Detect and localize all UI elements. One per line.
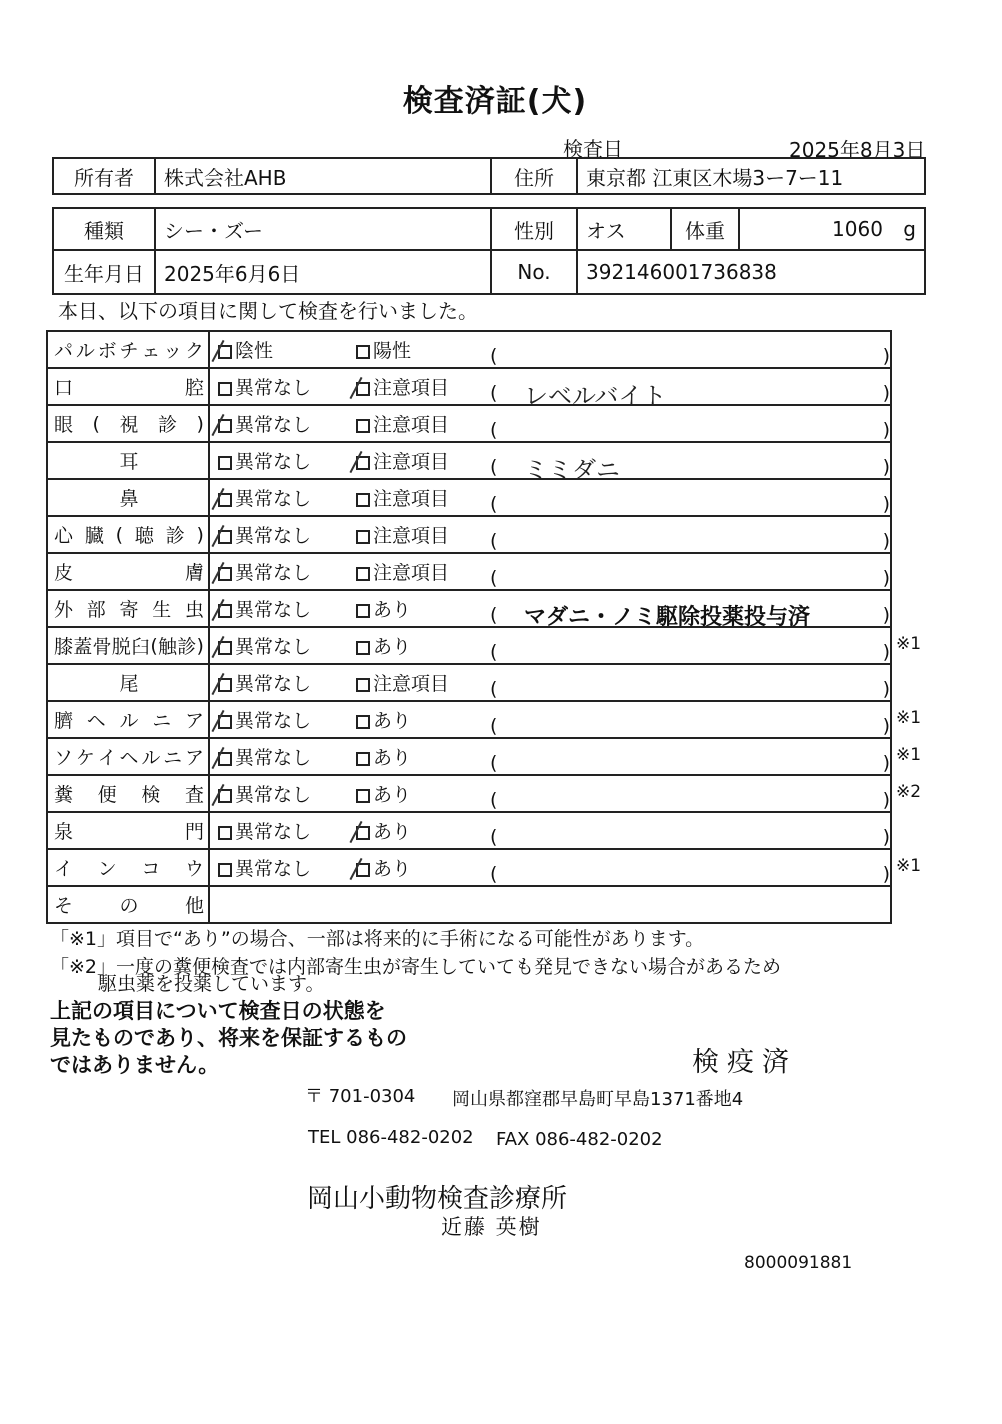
footnote-mark: ※1 [896,634,922,654]
inspection-item-char: ( [150,634,158,657]
inspection-item [47,849,209,886]
inspection-result [209,553,891,590]
inspection-row [47,590,891,627]
birthdate-label: 生年月日 [53,250,155,294]
note-open-paren: ( [490,345,498,367]
weight-cell [739,208,925,250]
inspection-item-char: ア [184,710,204,732]
inspection-item-char: 診 [177,636,197,658]
inspection-item [47,368,209,405]
footnote-mark: ※2 [896,782,922,802]
option-1-label: 異常なし [235,784,312,806]
inspection-item-char: ( [115,523,124,546]
note-open-paren: ( [490,493,498,515]
inspection-item-char: 外 [54,599,74,621]
checkbox-option-2[interactable] [356,493,370,507]
option-1-label: 異常なし [235,562,312,584]
option-2 [356,410,490,437]
option-2-label: 注意項目 [373,562,450,584]
inspection-item-char: ル [119,710,139,732]
option-1 [210,558,356,585]
footnote-mark: ※1 [896,708,922,728]
inspection-item-char: 部 [86,599,106,621]
option-1 [210,447,356,474]
checkbox-option-1[interactable] [218,863,232,877]
owner-table [52,157,926,195]
checkbox-option-2[interactable] [356,567,370,581]
birthdate-value: 2025年6月6日 [155,250,491,294]
clinic-fax: FAX 086-482-0202 [496,1129,663,1150]
postal-code: 〒 701-0304 [305,1086,416,1107]
owner-value: 株式会社AHB [155,158,491,194]
footnote-mark: ※1 [896,745,922,765]
inspection-item-char: ニ [163,747,183,769]
inspection-item-char: ソ [54,747,74,769]
option-1-label: 異常なし [235,377,312,399]
clinic-address: 岡山県都窪郡早島町早島1371番地4 [452,1089,744,1110]
inspection-item-char: イ [97,747,117,769]
inspection-item [47,627,209,664]
inspection-row [47,701,891,738]
option-1 [210,336,356,363]
inspection-item-char: 便 [97,784,117,806]
checkbox-option-1[interactable] [218,789,232,803]
option-1 [210,484,356,511]
inspection-row [47,405,891,442]
note-close-paren: ) [882,863,890,885]
checkbox-option-1[interactable] [218,345,232,359]
inspection-item-char: 鼻 [119,488,139,510]
inspection-item-char: 生 [152,599,172,621]
inspection-item-char: ヘ [86,710,106,732]
inspection-item-char: 心 [54,525,74,547]
inspection-item-char: 腔 [184,377,204,399]
note-close-paren: ) [882,715,890,737]
option-1 [210,706,356,733]
note-close-paren: ) [882,419,890,441]
checkbox-option-1[interactable] [218,604,232,618]
inspection-item-char: 査 [184,784,204,806]
note-open-paren: ( [490,567,498,589]
weight-unit: g [903,217,916,241]
checkbox-option-2[interactable] [356,604,370,618]
inspection-item-char: 寄 [119,599,139,621]
breed-label: 種類 [53,208,155,250]
checkbox-option-2[interactable] [356,752,370,766]
option-2-label: あり [373,636,412,658]
inspection-item-char: 臍 [54,710,74,732]
option-2 [356,336,490,363]
option-2 [356,558,490,585]
note-close-paren: ) [882,789,890,811]
option-2 [356,447,490,474]
checkbox-option-1[interactable] [218,826,232,840]
option-1 [210,595,356,622]
inspection-result [209,812,891,849]
option-2 [356,595,490,622]
note-open-paren: ( [490,382,498,404]
note-close-paren: ) [882,530,890,552]
option-2 [356,373,490,400]
inspection-item-char: 膝 [54,636,74,658]
declaration-line-1: 上記の項目について検査日の状態を [50,999,386,1023]
option-2-label: あり [373,710,412,732]
owner-label: 所有者 [53,158,155,194]
inspection-item-char: 臼 [131,636,151,658]
option-2 [356,521,490,548]
number-value: 392146001736838 [577,250,925,294]
inspection-item-char: 検 [141,784,161,806]
note-open-paren: ( [490,789,498,811]
inspection-item [47,553,209,590]
checkbox-option-2[interactable] [356,715,370,729]
inspection-item [47,405,209,442]
option-1 [210,743,356,770]
footnote-2: 「※2」一度の糞便検査では内部寄生虫が寄生していても発見できない場合があるため [50,956,782,978]
number-label: No. [491,250,577,294]
inspection-row [47,627,891,664]
footnote-mark: ※1 [896,856,922,876]
note-text: レベルバイト [524,382,667,410]
inspection-row [47,553,891,590]
inspection-item-char: ウ [184,858,204,880]
inspection-item-char: 虫 [184,599,204,621]
inspection-item-char: ) [196,634,204,657]
option-2 [356,706,490,733]
inspection-item-char: ボ [97,340,117,362]
note-close-paren: ) [882,678,890,700]
footnote-1: 「※1」項目で“あり”の場合、一部は将来的に手術になる可能性があります。 [50,928,705,950]
inspection-result [209,516,891,553]
option-1-label: 異常なし [235,414,312,436]
option-2-label: 陽性 [373,340,412,362]
inspection-item-char: ク [184,340,204,362]
inspection-result [209,442,891,484]
intro-text: 本日、以下の項目に関して検査を行いました。 [58,299,478,323]
inspection-item-char: ) [196,523,204,546]
inspection-item-char: 泉 [54,821,74,843]
checkbox-option-1[interactable] [218,678,232,692]
inspection-item-char: 臓 [84,525,104,547]
inspection-item-char: ル [75,340,95,362]
note-text: ミミダニ [524,456,620,484]
quarantine-stamp: 検疫済 [692,1047,797,1078]
inspection-item-char: 皮 [54,562,74,584]
checkbox-option-2[interactable] [356,530,370,544]
inspection-item-char: チ [119,340,139,362]
option-1 [210,854,356,881]
checkbox-option-2[interactable] [356,345,370,359]
inspection-item-char: 門 [184,821,204,843]
inspection-item-char: ル [141,747,161,769]
inspection-item-char: 触 [158,636,178,658]
inspection-result [209,664,891,701]
breed-value: シー・ズー [155,208,491,250]
option-2-label: あり [373,821,412,843]
inspection-row [47,442,891,479]
note-close-paren: ) [882,493,890,515]
inspection-result [209,849,891,886]
inspection-result [209,775,891,812]
inspection-item [47,516,209,553]
option-2-label: 注意項目 [373,673,450,695]
option-2-label: 注意項目 [373,414,450,436]
inspection-item-char: 聴 [134,525,154,547]
option-1-label: 異常なし [235,747,312,769]
note-close-paren: ) [882,752,890,774]
inspection-row [47,738,891,775]
checkbox-option-1[interactable] [218,752,232,766]
checkbox-option-1[interactable] [218,493,232,507]
exam-date-value: 2025年8月3日 [789,138,926,162]
option-1 [210,410,356,437]
inspection-result [209,590,891,630]
checkbox-option-2[interactable] [356,826,370,840]
inspection-item [47,886,209,923]
inspection-item-char: 膚 [184,562,204,584]
clinic-tel: TEL 086-482-0202 [308,1127,474,1148]
declaration [50,998,407,1079]
inspection-item [47,701,209,738]
option-1-label: 異常なし [235,636,312,658]
inspection-item-char: コ [141,858,161,880]
inspection-item [47,590,209,627]
inspection-row [47,775,891,812]
inspection-row [47,886,891,923]
weight-value: 1060 [832,217,883,241]
option-2 [356,743,490,770]
inspection-item-char: ェ [141,340,161,362]
note-open-paren: ( [490,530,498,552]
inspection-result [209,738,891,775]
checkbox-option-2[interactable] [356,641,370,655]
note-open-paren: ( [490,752,498,774]
inspection-item-char: ヘ [119,747,139,769]
option-1-label: 陰性 [235,340,274,362]
option-1 [210,780,356,807]
note-open-paren: ( [490,863,498,885]
inspection-row [47,368,891,405]
note-open-paren: ( [490,715,498,737]
note-text: マダニ・ノミ駆除投薬投与済 [524,605,811,630]
inspection-item-char: 蓋 [73,636,93,658]
inspection-result [209,331,891,368]
inspection-item [47,479,209,516]
note-close-paren: ) [882,382,890,404]
inspection-result [209,627,891,664]
inspection-result [209,701,891,738]
serial-number: 8000091881 [744,1253,853,1273]
inspection-item-char: パ [54,340,74,362]
option-1 [210,373,356,400]
inspection-result [209,886,891,923]
address-label: 住所 [491,158,577,194]
note-open-paren: ( [490,641,498,663]
inspection-row [47,479,891,516]
inspection-item-char: 骨 [92,636,112,658]
inspection-row [47,664,891,701]
inspection-item-char: 視 [119,414,139,436]
inspection-item-char: 他 [184,895,204,917]
checkbox-option-2[interactable] [356,382,370,396]
inspection-item [47,331,209,368]
inspection-item-char: ( [92,412,100,435]
option-2-label: あり [373,858,412,880]
option-2 [356,632,490,659]
checkbox-option-1[interactable] [218,567,232,581]
checkbox-option-2[interactable] [356,863,370,877]
note-open-paren: ( [490,604,498,626]
checkbox-option-2[interactable] [356,789,370,803]
option-2 [356,854,490,881]
vet-name: 近藤 英樹 [441,1215,542,1239]
inspection-row [47,331,891,368]
inspection-item-char: そ [54,895,74,917]
footnote-2-cont: 駆虫薬を投薬しています。 [98,973,325,995]
inspection-item-char: ニ [152,710,172,732]
inspection-item-char: の [119,895,139,917]
note-close-paren: ) [882,345,890,367]
option-1-label: 異常なし [235,710,312,732]
option-2-label: 注意項目 [373,451,450,473]
option-2 [356,817,490,844]
inspection-item [47,775,209,812]
note-close-paren: ) [882,641,890,663]
checkbox-option-1[interactable] [218,419,232,433]
note-close-paren: ) [882,826,890,848]
option-1-label: 異常なし [235,821,312,843]
inspection-item [47,812,209,849]
note-close-paren: ) [882,604,890,626]
inspection-item-char: 口 [54,377,74,399]
address-value: 東京都 江東区木場3ー7ー11 [577,158,925,194]
declaration-line-2: 見たものであり、将来を保証するもの [50,1026,407,1050]
checkbox-option-2[interactable] [356,419,370,433]
inspection-item-char: ) [196,412,204,435]
option-1-label: 異常なし [235,525,312,547]
sex-label: 性別 [491,208,577,250]
inspection-item-char: 脱 [111,636,131,658]
option-2-label: あり [373,747,412,769]
weight-label: 体重 [671,208,739,250]
option-1 [210,817,356,844]
option-1 [210,521,356,548]
inspection-item-char: 眼 [54,414,74,436]
option-1-label: 異常なし [235,673,312,695]
pet-info-table [52,207,926,295]
inspection-item-char: ケ [75,747,95,769]
checkbox-option-2[interactable] [356,456,370,470]
inspection-row [47,849,891,886]
option-2 [356,484,490,511]
inspection-item-char: 耳 [119,451,139,473]
option-2-label: あり [373,599,412,621]
inspection-item-char: ア [184,747,204,769]
option-1-label: 異常なし [235,599,312,621]
checkbox-option-1[interactable] [218,530,232,544]
inspection-item-char: ッ [163,340,183,362]
option-2 [356,780,490,807]
inspection-result [209,368,891,410]
inspection-item-char: 尾 [119,673,139,695]
document-title: 検査済証(犬) [402,84,588,119]
inspection-item-char: 糞 [54,784,74,806]
option-1 [210,632,356,659]
checkbox-option-1[interactable] [218,382,232,396]
note-open-paren: ( [490,678,498,700]
inspection-item-char: 診 [158,414,178,436]
checkbox-option-2[interactable] [356,678,370,692]
checkbox-option-1[interactable] [218,715,232,729]
option-2-label: 注意項目 [373,488,450,510]
inspection-item-char: 診 [165,525,185,547]
option-1-label: 異常なし [235,858,312,880]
inspection-item [47,738,209,775]
exam-date-label: 検査日 [563,137,623,161]
checkbox-option-1[interactable] [218,641,232,655]
option-1 [210,669,356,696]
note-open-paren: ( [490,419,498,441]
note-open-paren: ( [490,826,498,848]
inspection-row [47,812,891,849]
declaration-line-3: ではありません。 [50,1053,220,1077]
sex-value: オス [577,208,671,250]
inspection-table [46,330,892,924]
option-2-label: 注意項目 [373,377,450,399]
option-2 [356,669,490,696]
option-1-label: 異常なし [235,488,312,510]
checkbox-option-1[interactable] [218,456,232,470]
option-2-label: あり [373,784,412,806]
inspection-item [47,442,209,479]
inspection-item-char: イ [54,858,74,880]
option-2-label: 注意項目 [373,525,450,547]
note-close-paren: ) [882,567,890,589]
inspection-item-char: ン [97,858,117,880]
inspection-item [47,664,209,701]
inspection-row [47,516,891,553]
note-close-paren: ) [882,456,890,478]
option-1-label: 異常なし [235,451,312,473]
clinic-name: 岡山小動物検査診療所 [307,1184,568,1214]
note-open-paren: ( [490,456,498,478]
